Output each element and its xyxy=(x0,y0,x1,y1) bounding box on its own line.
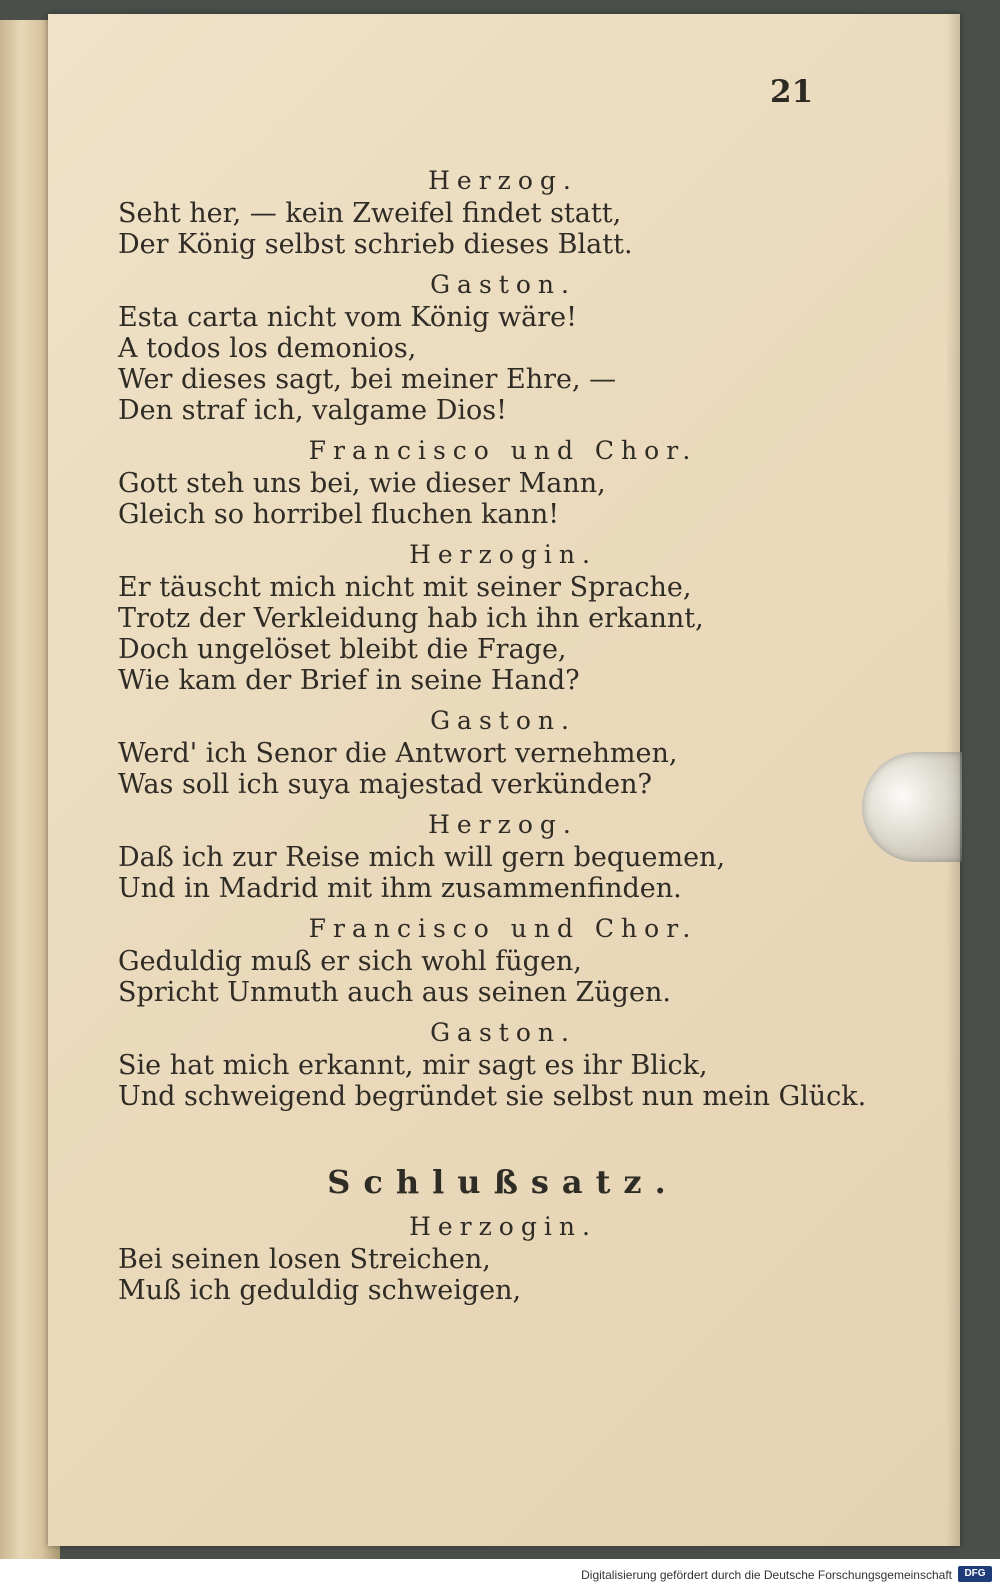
verse-line: Wer dieses sagt, bei meiner Ehre, — xyxy=(118,364,617,395)
dialogue-block xyxy=(118,1016,888,1112)
verse-line: Gott steh uns bei, wie dieser Mann, xyxy=(118,468,606,499)
dialogue-block xyxy=(118,912,888,1008)
dialogue-block xyxy=(118,538,888,696)
verse-line: Spricht Unmuth auch aus seinen Zügen. xyxy=(118,977,671,1008)
speaker-name: Gaston. xyxy=(430,1018,576,1047)
dialogue-block xyxy=(118,434,888,530)
section-title: Schlußsatz. xyxy=(327,1163,679,1201)
verse-line: Daß ich zur Reise mich will gern bequemen, xyxy=(118,842,726,873)
transparent-page-tab xyxy=(862,752,962,862)
verse-line: Bei seinen losen Streichen, xyxy=(118,1244,491,1275)
speaker-name: Herzog. xyxy=(428,810,578,839)
verse-line: Trotz der Verkleidung hab ich ihn erkannt, xyxy=(118,603,704,634)
dialogue-block xyxy=(118,808,888,904)
footer-bar xyxy=(0,1559,1000,1589)
verse-line: Sie hat mich erkannt, mir sagt es ihr Blick, xyxy=(118,1050,708,1081)
speaker-name: Gaston. xyxy=(430,706,576,735)
verse-line: Den straf ich, valgame Dios! xyxy=(118,395,507,426)
verse-line: Werd' ich Senor die Antwort vernehmen, xyxy=(118,738,678,769)
dialogue-block xyxy=(118,164,888,260)
funding-notice: Digitalisierung gefördert durch die Deutsche Forschungsgemeinschaft xyxy=(581,1568,952,1582)
verse-line: Und schweigend begründet sie selbst nun mein Glück. xyxy=(118,1081,867,1112)
verse-line: Geduldig muß er sich wohl fügen, xyxy=(118,946,582,977)
libretto-text xyxy=(118,164,888,1306)
verse-line: Esta carta nicht vom König wäre! xyxy=(118,302,577,333)
speaker-name: Francisco und Chor. xyxy=(308,436,698,465)
verse-line: A todos los demonios, xyxy=(118,333,417,364)
verse-line: Muß ich geduldig schweigen, xyxy=(118,1275,522,1306)
book-page xyxy=(48,14,960,1546)
speaker-name: Herzogin. xyxy=(409,1212,597,1241)
dialogue-block xyxy=(118,704,888,800)
dialogue-block xyxy=(118,1210,888,1306)
verse-line: Doch ungelöset bleibt die Frage, xyxy=(118,634,567,665)
verse-line: Wie kam der Brief in seine Hand? xyxy=(118,665,580,696)
verse-line: Und in Madrid mit ihm zusammenfinden. xyxy=(118,873,682,904)
verse-line: Er täuscht mich nicht mit seiner Sprache, xyxy=(118,572,692,603)
dfg-logo-icon: DFG xyxy=(958,1566,992,1582)
verse-line: Der König selbst schrieb dieses Blatt. xyxy=(118,229,633,260)
speaker-name: Gaston. xyxy=(430,270,576,299)
speaker-name: Herzogin. xyxy=(409,540,597,569)
verse-line: Gleich so horribel fluchen kann! xyxy=(118,499,560,530)
verse-line: Was soll ich suya majestad verkünden? xyxy=(118,769,652,800)
verse-line: Seht her, — kein Zweifel findet statt, xyxy=(118,198,622,229)
dialogue-block xyxy=(118,268,888,426)
speaker-name: Herzog. xyxy=(428,166,578,195)
page-number: 21 xyxy=(770,74,814,110)
speaker-name: Francisco und Chor. xyxy=(308,914,698,943)
